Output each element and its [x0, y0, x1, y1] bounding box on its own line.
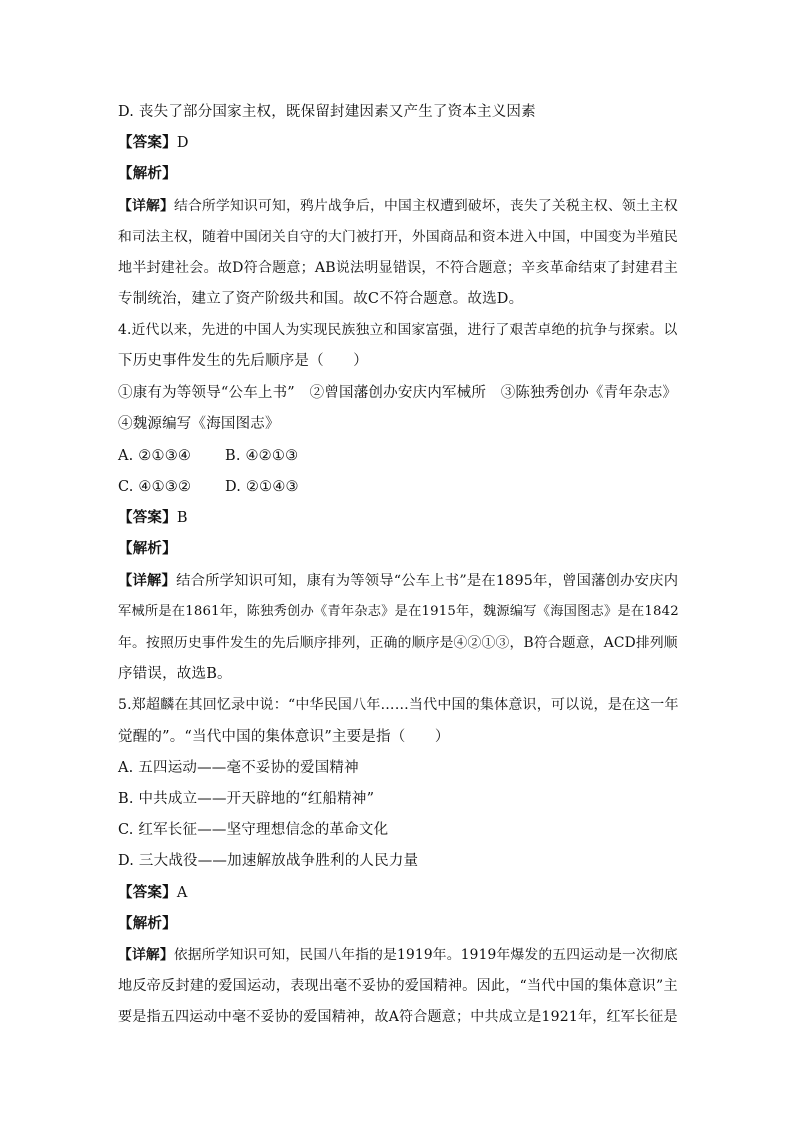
answer-line — [118, 508, 678, 528]
line-text: D. 丧失了部分国家主权，既保留封建因素又产生了资本主义因素 — [118, 104, 536, 120]
event-list-line — [118, 383, 678, 403]
explanation-line — [118, 196, 678, 216]
line-text: ④魏源编写《海国图志》 — [118, 416, 280, 432]
answer-value: B — [176, 510, 188, 526]
choice-a: A. 五四运动——毫不妥协的爱国精神 — [118, 760, 359, 776]
choice-a: A. ②①③④ — [118, 448, 192, 464]
choice-row — [118, 446, 678, 466]
choice-c: C. 红军长征——坚守理想信念的革命文化 — [118, 822, 389, 838]
line-text: 军械所是在1861年，陈独秀创办《青年杂志》是在1915年，魏源编写《海国图志》是在1842 — [118, 604, 679, 619]
line-text: 5.郑超麟在其回忆录中说：“中华民国八年……当代中国的集体意识，可以说，是在这一年 — [118, 697, 679, 713]
text-line — [118, 633, 678, 653]
question-line — [118, 695, 678, 715]
line-text: 序错误，故选B。 — [118, 666, 232, 682]
text-line — [118, 664, 678, 684]
option-line — [118, 102, 678, 122]
analysis-heading — [118, 539, 678, 559]
line-text: 下历史事件发生的先后顺序是（ ） — [118, 353, 368, 369]
question-line — [118, 351, 678, 371]
line-text: ①康有为等领导“公车上书” ②曾国藩创办安庆内军械所 ③陈独秀创办《青年杂志》 — [118, 385, 678, 401]
option-line — [118, 789, 678, 809]
analysis-label: 【解析】 — [118, 165, 177, 182]
line-text: 觉醒的”。“当代中国的集体意识”主要是指（ ） — [118, 729, 450, 745]
line-text: 4.近代以来，先进的中国人为实现民族独立和国家富强，进行了艰苦卓绝的抗争与探索。以 — [118, 322, 678, 338]
line-text: 结合所学知识可知，康有为等领导“公车上书”是在1895年，曾国藩创办安庆内 — [176, 573, 679, 589]
text-line — [118, 1007, 678, 1027]
line-text: 结合所学知识可知，鸦片战争后，中国主权遭到破坏，丧失了关税主权、领土主权 — [174, 198, 678, 214]
answer-label: 【答案】 — [118, 134, 177, 151]
option-line — [118, 851, 678, 871]
text-line — [118, 258, 678, 278]
analysis-label: 【解析】 — [118, 915, 177, 932]
text-line — [118, 602, 678, 622]
line-text: 专制统治，建立了资产阶级共和国。故C不符合题意。故选D。 — [118, 291, 524, 307]
explanation-line — [118, 945, 678, 965]
answer-value: A — [176, 885, 188, 901]
choice-d: D. ②①④③ — [225, 479, 299, 495]
choice-b: B. 中共成立——开天辟地的“红船精神” — [118, 791, 375, 807]
option-line — [118, 820, 678, 840]
line-text: 和司法主权，随着中国闭关自守的大门被打开，外国商品和资本进入中国，中国变为半殖民 — [118, 229, 678, 245]
text-line — [118, 227, 678, 247]
answer-line — [118, 883, 678, 903]
explanation-label: 【详解】 — [118, 947, 174, 963]
text-line — [118, 976, 678, 996]
answer-line — [118, 133, 678, 153]
question-line — [118, 320, 678, 340]
option-line — [118, 758, 678, 778]
choice-row — [118, 477, 678, 497]
answer-label: 【答案】 — [118, 509, 177, 526]
line-text: 要是指五四运动中毫不妥协的爱国精神，故A符合题意；中共成立是1921年，红军长征是 — [118, 1009, 678, 1025]
line-text: 地半封建社会。故D符合题意；AB说法明显错误，不符合题意；辛亥革命结束了封建君主 — [118, 260, 679, 276]
text-line — [118, 289, 678, 309]
line-text: 依据所学知识可知，民国八年指的是1919年。1919年爆发的五四运动是一次彻底 — [173, 947, 678, 963]
explanation-label: 【详解】 — [118, 198, 174, 214]
line-text: 年。按照历史事件发生的先后顺序排列，正确的顺序是④②①③，B符合题意，ACD排列顺 — [118, 635, 678, 651]
answer-value: D — [176, 135, 189, 151]
answer-label: 【答案】 — [118, 884, 177, 901]
event-list-line — [118, 414, 678, 434]
analysis-label: 【解析】 — [118, 540, 177, 557]
analysis-heading — [118, 914, 678, 934]
explanation-label: 【详解】 — [118, 573, 177, 589]
explanation-line — [118, 571, 678, 591]
question-line — [118, 727, 678, 747]
choice-b: B. ④②①③ — [225, 448, 299, 464]
analysis-heading — [118, 164, 678, 184]
choice-c: C. ④①③② — [118, 479, 192, 495]
choice-d: D. 三大战役——加速解放战争胜利的人民力量 — [118, 853, 419, 869]
line-text: 地反帝反封建的爱国运动，表现出毫不妥协的爱国精神。因此，“当代中国的集体意识”主 — [118, 978, 678, 994]
